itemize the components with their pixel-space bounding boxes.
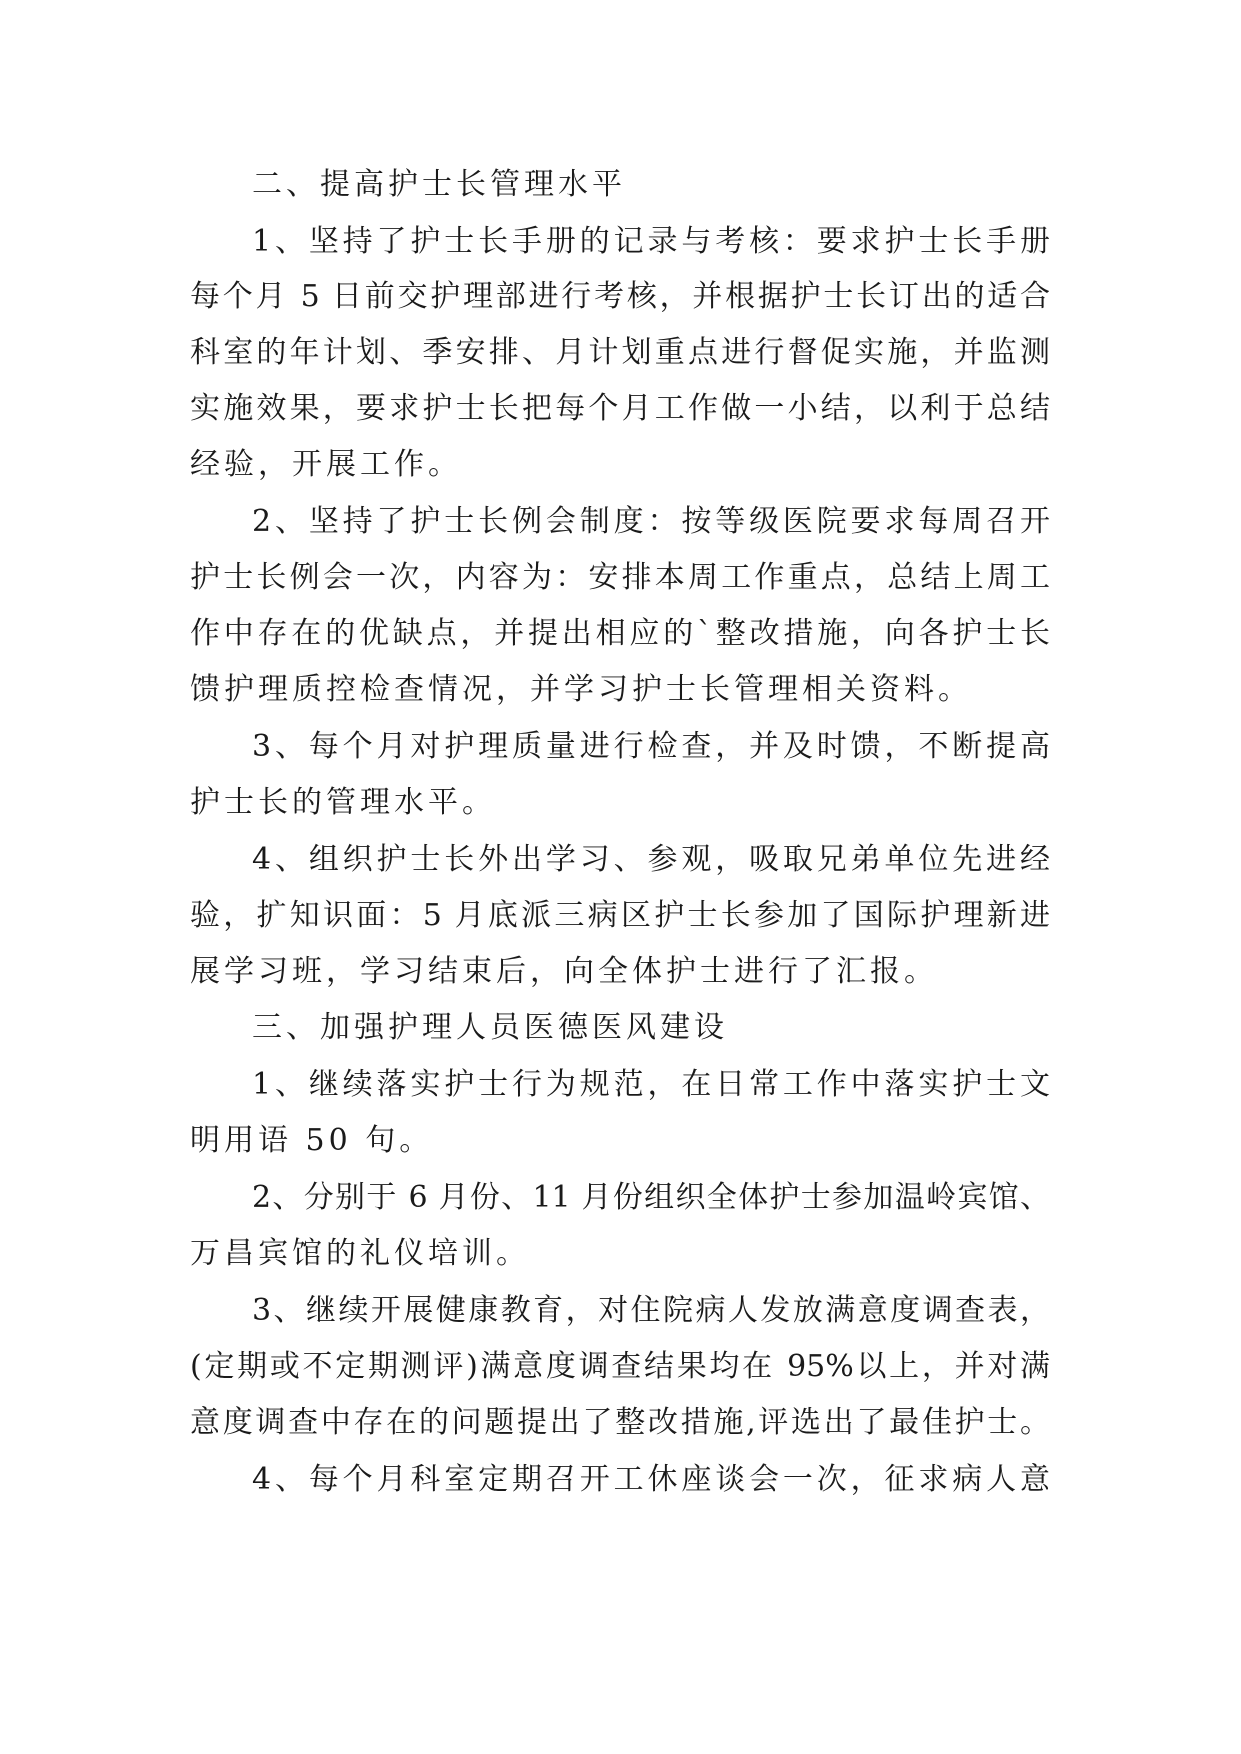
- text-line: 实施效果，要求护士长把每个月工作做一小结，以利于总结: [190, 391, 1050, 426]
- text-line: 4、每个月科室定期召开工休座谈会一次，征求病人意: [252, 1462, 1050, 1497]
- text-line: 明用语 50 句。: [190, 1123, 434, 1158]
- text-line: 展学习班，学习结束后，向全体护士进行了汇报。: [190, 954, 938, 989]
- text-line: 科室的年计划、季安排、月计划重点进行督促实施，并监测: [190, 335, 1050, 370]
- text-line: (定期或不定期测评)满意度调查结果均在 95%以上，并对满: [190, 1349, 1050, 1384]
- text-line: 护士长的管理水平。: [190, 785, 496, 820]
- text-line: 三、加强护理人员医德医风建设: [252, 1010, 728, 1045]
- text-line: 2、分别于 6 月份、11 月份组织全体护士参加温岭宾馆、: [252, 1180, 1050, 1215]
- text-line: 万昌宾馆的礼仪培训。: [190, 1236, 530, 1271]
- text-line: 3、每个月对护理质量进行检查，并及时馈，不断提高: [252, 729, 1050, 764]
- text-line: 馈护理质控检查情况，并学习护士长管理相关资料。: [190, 672, 972, 707]
- text-line: 意度调查中存在的问题提出了整改措施,评选出了最佳护士。: [190, 1405, 1050, 1440]
- text-line: 2、坚持了护士长例会制度：按等级医院要求每周召开: [252, 504, 1050, 539]
- text-line: 护士长例会一次，内容为：安排本周工作重点，总结上周工: [190, 560, 1050, 595]
- text-line: 经验，开展工作。: [190, 447, 462, 482]
- text-line: 1、继续落实护士行为规范，在日常工作中落实护士文: [252, 1067, 1050, 1102]
- text-line: 二、提高护士长管理水平: [252, 167, 626, 202]
- text-line: 验，扩知识面：5 月底派三病区护士长参加了国际护理新进: [190, 898, 1050, 933]
- text-line: 每个月 5 日前交护理部进行考核，并根据护士长订出的适合: [190, 279, 1050, 314]
- text-line: 作中存在的优缺点，并提出相应的`整改措施，向各护士长: [190, 616, 1050, 651]
- text-line: 3、继续开展健康教育，对住院病人发放满意度调查表，: [252, 1293, 1050, 1328]
- text-line: 1、坚持了护士长手册的记录与考核：要求护士长手册: [252, 224, 1050, 259]
- text-line: 4、组织护士长外出学习、参观，吸取兄弟单位先进经: [252, 842, 1050, 877]
